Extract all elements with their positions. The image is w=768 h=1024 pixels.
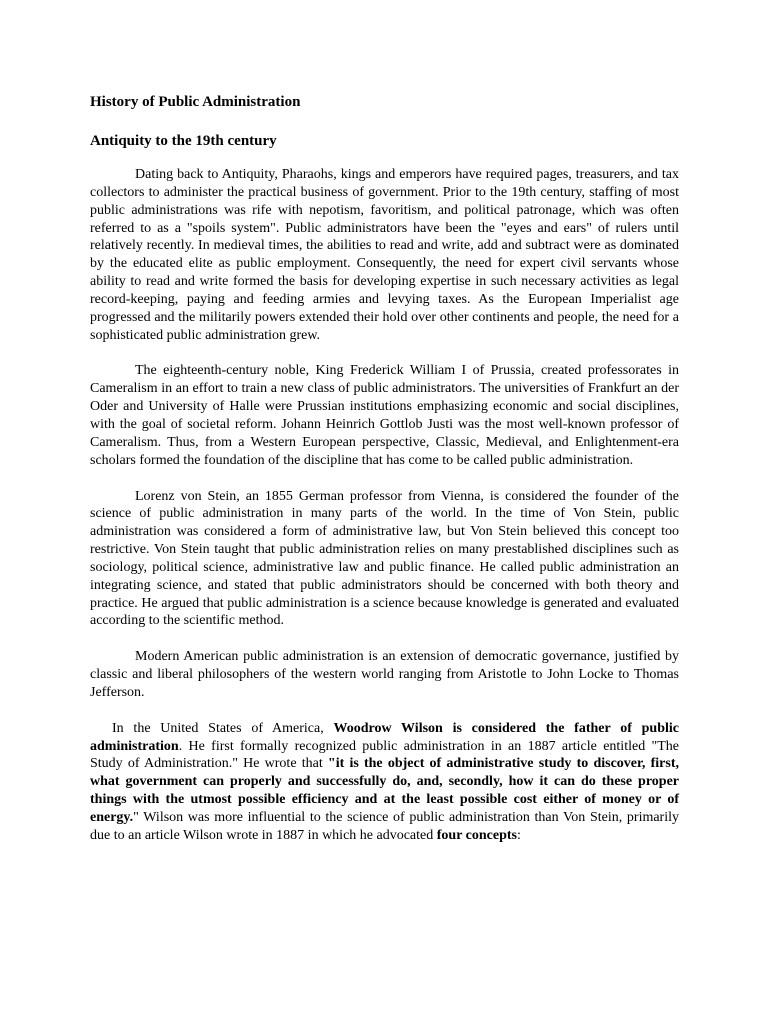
wilson-text-4: : [516, 827, 521, 843]
section-heading: Antiquity to the 19th century [90, 133, 277, 149]
wilson-text-2: . He first formally recognized public administration in an 1887 article entitled "The Study of Administration." He wrote that [90, 738, 679, 772]
paragraph-modern-american: Modern American public administration is an extension of democratic governance, justified by classic and liberal philosophers of the western world ranging from Aristotle to John Locke to Thomas Jefferson. [90, 649, 679, 700]
wilson-text-3: " Wilson was more influential to the science of public administration than Von Stein, primarily due to an article Wilson wrote in 1887 in which he advocated [90, 810, 679, 843]
paragraph-prussia: The eighteenth-century noble, King Frederick William I of Prussia, created professorates in Cameralism in an effort to train a new class of public administrators. The universities of Frankfurt an der Oder and University of Halle were Prussian institutions emphasizing economic and social disciplines, with the goal of societal reform. Johann Heinrich Gottlob Justi was the most well-known professor of Cameralism. Thus, from a Western European perspective, Classic, Medieval, and Enlightenment-era scholars formed the foundation of the discipline that has come to be called public administration. [90, 363, 679, 468]
document-page [90, 93, 679, 863]
paragraph-antiquity: Dating back to Antiquity, Pharaohs, kings and emperors have required pages, treasurers, and tax collectors to administer the practical business of government. Prior to the 19th century, staffing of most public administrations was rife with nepotism, favoritism, and political patronage, which was often referred to as a "spoils system". Public administrators have been the "eyes and ears" of rulers until relatively recently. In medieval times, the abilities to read and write, add and subtract were as dominated by the educated elite as public employment. Consequently, the need for expert civil servants whose ability to read and write formed the basis for developing expertise in such necessary activities as legal record-keeping, paying and feeding armies and levying taxes. As the European Imperialist age progressed and the militarily powers extended their hold over other continents and people, the need for a sophisticated public administration grew. [90, 167, 679, 343]
document-title: History of Public Administration [90, 94, 301, 110]
paragraph-von-stein: Lorenz von Stein, an 1855 German professor from Vienna, is considered the founder of the science of public administration in many parts of the world. In the time of Von Stein, public administration was considered a form of administrative law, but Von Stein believed this concept too restrictive. Von Stein taught that public administration relies on many prestablished disciplines such as sociology, political science, administrative law and public finance. He called public administration an integrating science, and stated that public administrators should be concerned with both theory and practice. He argued that public administration is a science because knowledge is generated and evaluated according to the scientific method. [90, 488, 679, 629]
wilson-bold-quote: "it is the object of administrative study to discover, first, what government can properly and successfully do, and, secondly, how it can do these proper things with the utmost possible efficiency and at the least possible cost either of money or of energy. [90, 756, 679, 825]
paragraph-wilson [90, 720, 679, 845]
wilson-bold-father: Woodrow Wilson is considered the father of public administration [90, 720, 679, 754]
wilson-text-1: In the United States of America, [112, 720, 334, 736]
wilson-bold-four-concepts: four concepts [436, 827, 517, 843]
